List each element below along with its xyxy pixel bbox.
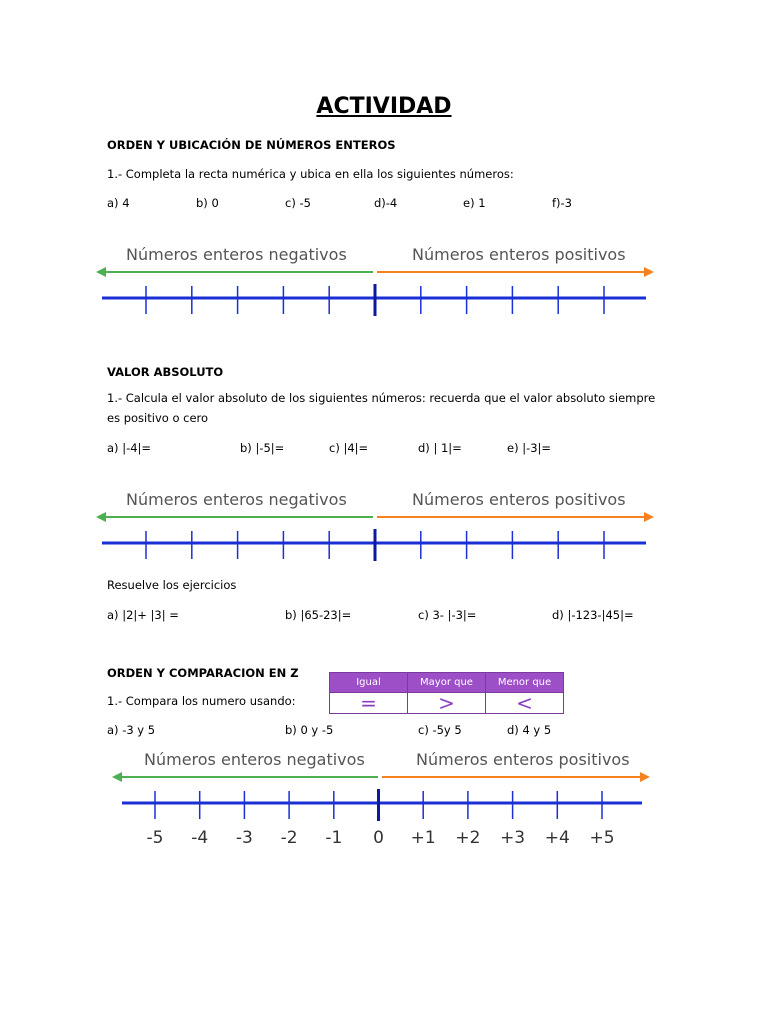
number-line-2 (90, 485, 670, 565)
item-b: b) 0 (196, 196, 219, 210)
tick-label: -2 (280, 828, 298, 848)
symbol-less: < (486, 693, 564, 714)
comparison-table (329, 672, 564, 714)
tick-label: +4 (544, 828, 570, 848)
tick-group (146, 529, 604, 561)
instruction-2: 1.- Calcula el valor absoluto de los siguientes números: recuerda que el valor absoluto siempre es positivo o cero (107, 391, 656, 425)
instruction-1: 1.- Completa la recta numérica y ubica en ella los siguientes números: (107, 167, 514, 181)
tick-label: +5 (589, 828, 615, 848)
positive-label: Números enteros positivos (412, 490, 626, 509)
abs-item-b: b) |-5|= (240, 441, 285, 455)
header-mayor: Mayor que (408, 673, 486, 693)
page-title: ACTIVIDAD (316, 94, 452, 119)
negative-arrowhead (96, 512, 106, 522)
negative-label: Números enteros negativos (126, 490, 347, 509)
tick-label: -4 (191, 828, 209, 848)
tick-label: -5 (146, 828, 164, 848)
item-c: c) -5 (285, 196, 311, 210)
cmp-item-c: c) -5y 5 (418, 723, 462, 737)
tick-label: +2 (455, 828, 481, 848)
section-heading-valor: VALOR ABSOLUTO (107, 365, 224, 379)
abs-item-e: e) |-3|= (507, 441, 552, 455)
positive-label: Números enteros positivos (416, 750, 630, 769)
tick-label: +1 (410, 828, 436, 848)
positive-arrowhead (644, 267, 654, 277)
abs-item-a: a) |-4|= (107, 441, 152, 455)
item-a: a) 4 (107, 196, 130, 210)
positive-arrowhead (640, 772, 650, 782)
ex-item-b: b) |65-23|= (285, 608, 352, 622)
instruction-4: 1.- Compara los numero usando: (107, 694, 296, 708)
cmp-item-a: a) -3 y 5 (107, 723, 156, 737)
abs-item-c: c) |4|= (329, 441, 369, 455)
negative-arrowhead (96, 267, 106, 277)
cmp-item-d: d) 4 y 5 (507, 723, 552, 737)
symbol-equal: = (330, 693, 408, 714)
section-heading-resuelve: Resuelve los ejercicios (107, 578, 237, 592)
cmp-item-b: b) 0 y -5 (285, 723, 334, 737)
number-line-1 (90, 240, 670, 320)
tick-label: -3 (235, 828, 253, 848)
ex-item-c: c) 3- |-3|= (418, 608, 477, 622)
tick-label: -1 (325, 828, 343, 848)
number-line-3 (104, 745, 684, 855)
item-e: e) 1 (463, 196, 486, 210)
header-igual: Igual (330, 673, 408, 693)
header-menor: Menor que (486, 673, 564, 693)
abs-item-d: d) | 1|= (418, 441, 462, 455)
tick-label: +3 (500, 828, 526, 848)
section-heading-comparacion: ORDEN Y COMPARACION EN Z (107, 666, 299, 680)
positive-label: Números enteros positivos (412, 245, 626, 264)
item-d: d)-4 (374, 196, 398, 210)
item-f: f)-3 (552, 196, 573, 210)
symbol-greater: > (408, 693, 486, 714)
ex-item-a: a) |2|+ |3| = (107, 608, 179, 622)
negative-label: Números enteros negativos (144, 750, 365, 769)
tick-group (146, 284, 604, 316)
negative-label: Números enteros negativos (126, 245, 347, 264)
tick-label: 0 (373, 828, 384, 848)
positive-arrowhead (644, 512, 654, 522)
tick-group (147, 789, 615, 848)
section-heading-orden: ORDEN Y UBICACIÓN DE NÚMEROS ENTEROS (107, 138, 396, 152)
ex-item-d: d) |-123-|45|= (552, 608, 634, 622)
negative-arrowhead (112, 772, 122, 782)
